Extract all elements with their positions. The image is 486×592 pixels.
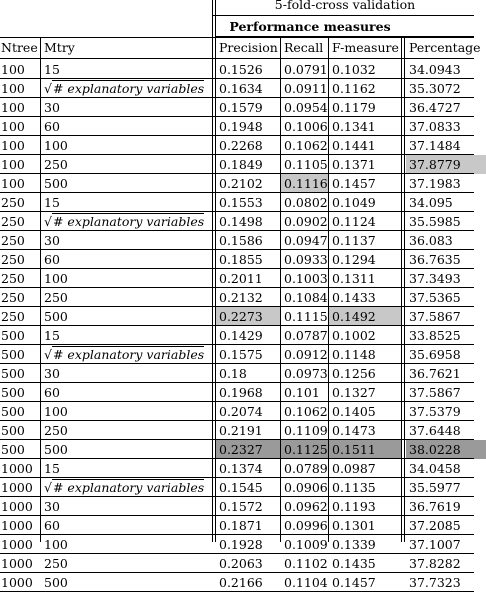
cell-precision: 0.1553	[219, 195, 263, 210]
cell-ntree: 100	[1, 138, 25, 153]
cell-ntree: 100	[1, 176, 25, 191]
cell-mtry: 60	[44, 518, 60, 533]
cell-ntree: 250	[1, 290, 25, 305]
cell-percentage: 37.6448	[409, 423, 461, 438]
horizontal-rule	[0, 37, 474, 38]
cell-precision: 0.1498	[219, 214, 263, 229]
cell-fmeasure: 0.1327	[332, 385, 376, 400]
horizontal-rule	[0, 97, 474, 98]
horizontal-rule	[0, 268, 474, 269]
cell-recall: 0.0802	[284, 195, 328, 210]
cell-ntree: 250	[1, 309, 25, 324]
cell-recall: 0.1104	[284, 575, 328, 590]
cell-precision: 0.1429	[219, 328, 263, 343]
cell-percentage: 33.8525	[409, 328, 461, 343]
cell-ntree: 1000	[1, 461, 33, 476]
cell-fmeasure: 0.1457	[332, 575, 376, 590]
cell-percentage: 37.1484	[409, 138, 461, 153]
col-header-ntree: Ntree	[1, 40, 38, 55]
cell-recall: 0.1105	[284, 157, 328, 172]
col-header-mtry: Mtry	[44, 40, 75, 55]
cell-fmeasure: 0.0987	[332, 461, 376, 476]
cell-precision: 0.1374	[219, 461, 263, 476]
horizontal-rule	[0, 173, 474, 174]
horizontal-rule	[0, 211, 474, 212]
cell-recall: 0.0906	[284, 480, 328, 495]
cell-mtry: 500	[44, 575, 68, 590]
cell-mtry: 15	[44, 328, 60, 343]
cell-mtry: 250	[44, 556, 68, 571]
cell-precision: 0.2191	[219, 423, 263, 438]
cell-percentage: 37.3493	[409, 271, 461, 286]
cell-fmeasure: 0.1032	[332, 62, 376, 77]
cell-fmeasure: 0.1435	[332, 556, 376, 571]
cell-precision: 0.2273	[216, 307, 280, 326]
cell-percentage: 37.5867	[409, 385, 461, 400]
vertical-rule	[404, 37, 405, 542]
cell-recall: 0.1006	[284, 119, 328, 134]
cell-recall: 0.0787	[284, 328, 328, 343]
cell-precision: 0.2011	[219, 271, 263, 286]
cell-mtry: 500	[44, 309, 68, 324]
cell-recall: 0.0911	[284, 81, 328, 96]
horizontal-rule	[0, 363, 474, 364]
cell-recall: 0.0996	[284, 518, 328, 533]
cell-mtry: 15	[44, 461, 60, 476]
cell-fmeasure: 0.1511	[329, 440, 401, 459]
cell-fmeasure: 0.1301	[332, 518, 376, 533]
cell-mtry: 60	[44, 385, 60, 400]
horizontal-rule	[212, 15, 474, 16]
cell-ntree: 500	[1, 442, 25, 457]
cell-recall: 0.0947	[284, 233, 328, 248]
subgroup-title: Performance measures	[229, 19, 391, 34]
cell-percentage: 34.0943	[409, 62, 461, 77]
cell-ntree: 250	[1, 252, 25, 267]
cell-mtry	[41, 478, 211, 497]
horizontal-rule	[0, 477, 474, 478]
cell-percentage: 37.1007	[409, 537, 461, 552]
cell-mtry: 15	[44, 62, 60, 77]
cell-mtry: 100	[44, 404, 68, 419]
horizontal-rule	[0, 344, 474, 345]
cell-fmeasure: 0.1148	[332, 347, 376, 362]
cell-percentage: 35.6958	[409, 347, 461, 362]
cell-ntree: 250	[1, 195, 25, 210]
cell-precision: 0.1545	[219, 480, 263, 495]
horizontal-rule	[0, 116, 474, 117]
cell-recall: 0.1062	[284, 138, 328, 153]
cell-fmeasure: 0.1135	[332, 480, 376, 495]
cell-mtry: 60	[44, 252, 60, 267]
cell-mtry: 60	[44, 119, 60, 134]
cell-fmeasure: 0.1193	[332, 499, 376, 514]
sqrt-label: # explanatory variables	[52, 347, 205, 362]
vertical-rule	[40, 37, 41, 542]
cell-precision: 0.1968	[219, 385, 263, 400]
group-title: 5-fold-cross validation	[274, 0, 416, 12]
cell-precision: 0.2132	[219, 290, 263, 305]
cell-precision: 0.1855	[219, 252, 263, 267]
cell-recall: 0.1116	[281, 174, 328, 193]
cell-recall: 0.101	[284, 385, 320, 400]
cell-mtry: 500	[44, 176, 68, 191]
horizontal-rule	[0, 306, 474, 307]
cell-ntree: 1000	[1, 575, 33, 590]
cell-fmeasure: 0.1441	[332, 138, 376, 153]
cell-precision: 0.2166	[219, 575, 263, 590]
cell-recall: 0.0902	[284, 214, 328, 229]
sqrt-label: # explanatory variables	[52, 480, 205, 495]
cell-ntree: 100	[1, 62, 25, 77]
cell-ntree: 500	[1, 423, 25, 438]
vertical-rule	[212, 0, 213, 542]
cell-precision: 0.1572	[219, 499, 263, 514]
cell-fmeasure: 0.1294	[332, 252, 376, 267]
cell-ntree: 500	[1, 366, 25, 381]
cell-percentage: 37.8282	[409, 556, 461, 571]
cell-precision: 0.1871	[219, 518, 263, 533]
horizontal-rule	[0, 401, 474, 402]
sqrt-symbol: √	[44, 81, 52, 96]
cell-mtry: 500	[44, 442, 68, 457]
cell-recall: 0.1084	[284, 290, 328, 305]
vertical-rule	[401, 37, 402, 542]
cell-ntree: 250	[1, 214, 25, 229]
cell-precision: 0.2268	[219, 138, 263, 153]
cell-recall: 0.1109	[284, 423, 328, 438]
cell-ntree: 500	[1, 328, 25, 343]
cell-precision: 0.1948	[219, 119, 263, 134]
cell-recall: 0.1115	[284, 309, 328, 324]
cell-precision: 0.1526	[219, 62, 263, 77]
cell-recall: 0.0954	[284, 100, 328, 115]
cell-percentage: 35.5985	[409, 214, 461, 229]
cell-precision: 0.2074	[219, 404, 263, 419]
cell-percentage: 37.2085	[409, 518, 461, 533]
col-header-percentage: Percentage	[409, 40, 481, 55]
col-header-precision: Precision	[219, 40, 278, 55]
cell-recall: 0.0791	[284, 62, 328, 77]
sqrt-label: # explanatory variables	[52, 81, 205, 96]
cell-recall: 0.0933	[284, 252, 328, 267]
cell-ntree: 250	[1, 233, 25, 248]
horizontal-rule	[0, 534, 474, 535]
cell-mtry: 100	[44, 138, 68, 153]
cell-fmeasure: 0.1341	[332, 119, 376, 134]
cell-percentage: 37.8779	[406, 155, 486, 174]
cell-recall: 0.0912	[284, 347, 328, 362]
horizontal-rule	[0, 515, 474, 516]
cell-ntree: 1000	[1, 499, 33, 514]
cell-ntree: 1000	[1, 537, 33, 552]
cell-recall: 0.1102	[284, 556, 328, 571]
cell-fmeasure: 0.1311	[332, 271, 376, 286]
cell-precision: 0.1928	[219, 537, 263, 552]
cell-fmeasure: 0.1433	[332, 290, 376, 305]
cell-percentage: 36.7635	[409, 252, 461, 267]
cell-precision: 0.1586	[219, 233, 263, 248]
sqrt-label: # explanatory variables	[52, 214, 205, 229]
cell-percentage: 36.083	[409, 233, 453, 248]
cell-percentage: 36.4727	[409, 100, 461, 115]
cell-recall: 0.0962	[284, 499, 328, 514]
cell-ntree: 100	[1, 100, 25, 115]
cell-percentage: 36.7619	[409, 499, 461, 514]
cell-precision: 0.2327	[216, 440, 280, 459]
cell-mtry: 100	[44, 271, 68, 286]
horizontal-rule	[0, 154, 474, 155]
cell-precision: 0.2102	[219, 176, 263, 191]
horizontal-rule	[0, 382, 474, 383]
cell-percentage: 34.0458	[409, 461, 461, 476]
cell-precision: 0.1634	[219, 81, 263, 96]
col-header-recall: Recall	[284, 40, 324, 55]
sqrt-symbol: √	[44, 480, 52, 495]
horizontal-rule	[0, 230, 474, 231]
cell-fmeasure: 0.1137	[332, 233, 376, 248]
cell-ntree: 100	[1, 119, 25, 134]
cell-fmeasure: 0.1256	[332, 366, 376, 381]
vertical-rule	[280, 37, 281, 542]
cell-mtry: 30	[44, 100, 60, 115]
horizontal-rule	[0, 439, 474, 440]
horizontal-rule	[0, 458, 474, 459]
cell-ntree: 100	[1, 157, 25, 172]
cell-fmeasure: 0.1371	[332, 157, 376, 172]
cell-fmeasure: 0.1492	[329, 307, 401, 326]
cell-percentage: 38.0228	[406, 440, 486, 459]
cell-fmeasure: 0.1049	[332, 195, 376, 210]
cell-fmeasure: 0.1179	[332, 100, 376, 115]
cell-recall: 0.0789	[284, 461, 328, 476]
horizontal-rule	[0, 553, 474, 554]
cell-percentage: 37.5867	[409, 309, 461, 324]
cell-fmeasure: 0.1124	[332, 214, 376, 229]
col-header-fmeasure: F-measure	[332, 40, 399, 55]
cell-mtry: 30	[44, 233, 60, 248]
cell-mtry: 250	[44, 423, 68, 438]
cell-fmeasure: 0.1162	[332, 81, 376, 96]
sqrt-symbol: √	[44, 214, 52, 229]
cell-mtry: 250	[44, 290, 68, 305]
cell-precision: 0.18	[219, 366, 247, 381]
cell-percentage: 37.0833	[409, 119, 461, 134]
cell-percentage: 37.1983	[409, 176, 461, 191]
cell-precision: 0.1849	[219, 157, 263, 172]
sqrt-symbol: √	[44, 347, 52, 362]
cell-ntree: 1000	[1, 518, 33, 533]
cell-fmeasure: 0.1002	[332, 328, 376, 343]
cell-precision: 0.1575	[219, 347, 263, 362]
cell-recall: 0.1003	[284, 271, 328, 286]
cell-mtry: 30	[44, 366, 60, 381]
cell-fmeasure: 0.1405	[332, 404, 376, 419]
horizontal-rule	[0, 572, 474, 573]
cell-recall: 0.1125	[281, 440, 328, 459]
vertical-rule	[328, 37, 329, 542]
horizontal-rule	[0, 325, 474, 326]
vertical-rule	[215, 0, 216, 542]
cell-recall: 0.1062	[284, 404, 328, 419]
cell-mtry	[41, 212, 211, 231]
cell-percentage: 36.7621	[409, 366, 461, 381]
cell-ntree: 1000	[1, 480, 33, 495]
cell-fmeasure: 0.1339	[332, 537, 376, 552]
cell-ntree: 1000	[1, 556, 33, 571]
cell-ntree: 500	[1, 404, 25, 419]
cell-ntree: 250	[1, 271, 25, 286]
cell-fmeasure: 0.1473	[332, 423, 376, 438]
cell-percentage: 37.5379	[409, 404, 461, 419]
horizontal-rule	[0, 58, 474, 59]
cell-mtry: 15	[44, 195, 60, 210]
cell-ntree: 100	[1, 81, 25, 96]
cell-ntree: 500	[1, 347, 25, 362]
cell-recall: 0.1009	[284, 537, 328, 552]
cell-precision: 0.1579	[219, 100, 263, 115]
cell-mtry: 30	[44, 499, 60, 514]
horizontal-rule	[0, 287, 474, 288]
cell-percentage: 35.5977	[409, 480, 461, 495]
cell-percentage: 37.7323	[409, 575, 461, 590]
cell-percentage: 35.3072	[409, 81, 461, 96]
horizontal-rule	[0, 135, 474, 136]
horizontal-rule	[0, 496, 474, 497]
horizontal-rule	[0, 78, 474, 79]
horizontal-rule	[0, 249, 474, 250]
cell-recall: 0.0973	[284, 366, 328, 381]
horizontal-rule	[0, 192, 474, 193]
cell-percentage: 37.5365	[409, 290, 461, 305]
cell-percentage: 34.095	[409, 195, 453, 210]
cell-mtry: 100	[44, 537, 68, 552]
cell-precision: 0.2063	[219, 556, 263, 571]
cell-mtry	[41, 79, 211, 98]
horizontal-rule	[0, 420, 474, 421]
cell-fmeasure: 0.1457	[332, 176, 376, 191]
cell-ntree: 500	[1, 385, 25, 400]
cell-mtry: 250	[44, 157, 68, 172]
cell-mtry	[41, 345, 211, 364]
